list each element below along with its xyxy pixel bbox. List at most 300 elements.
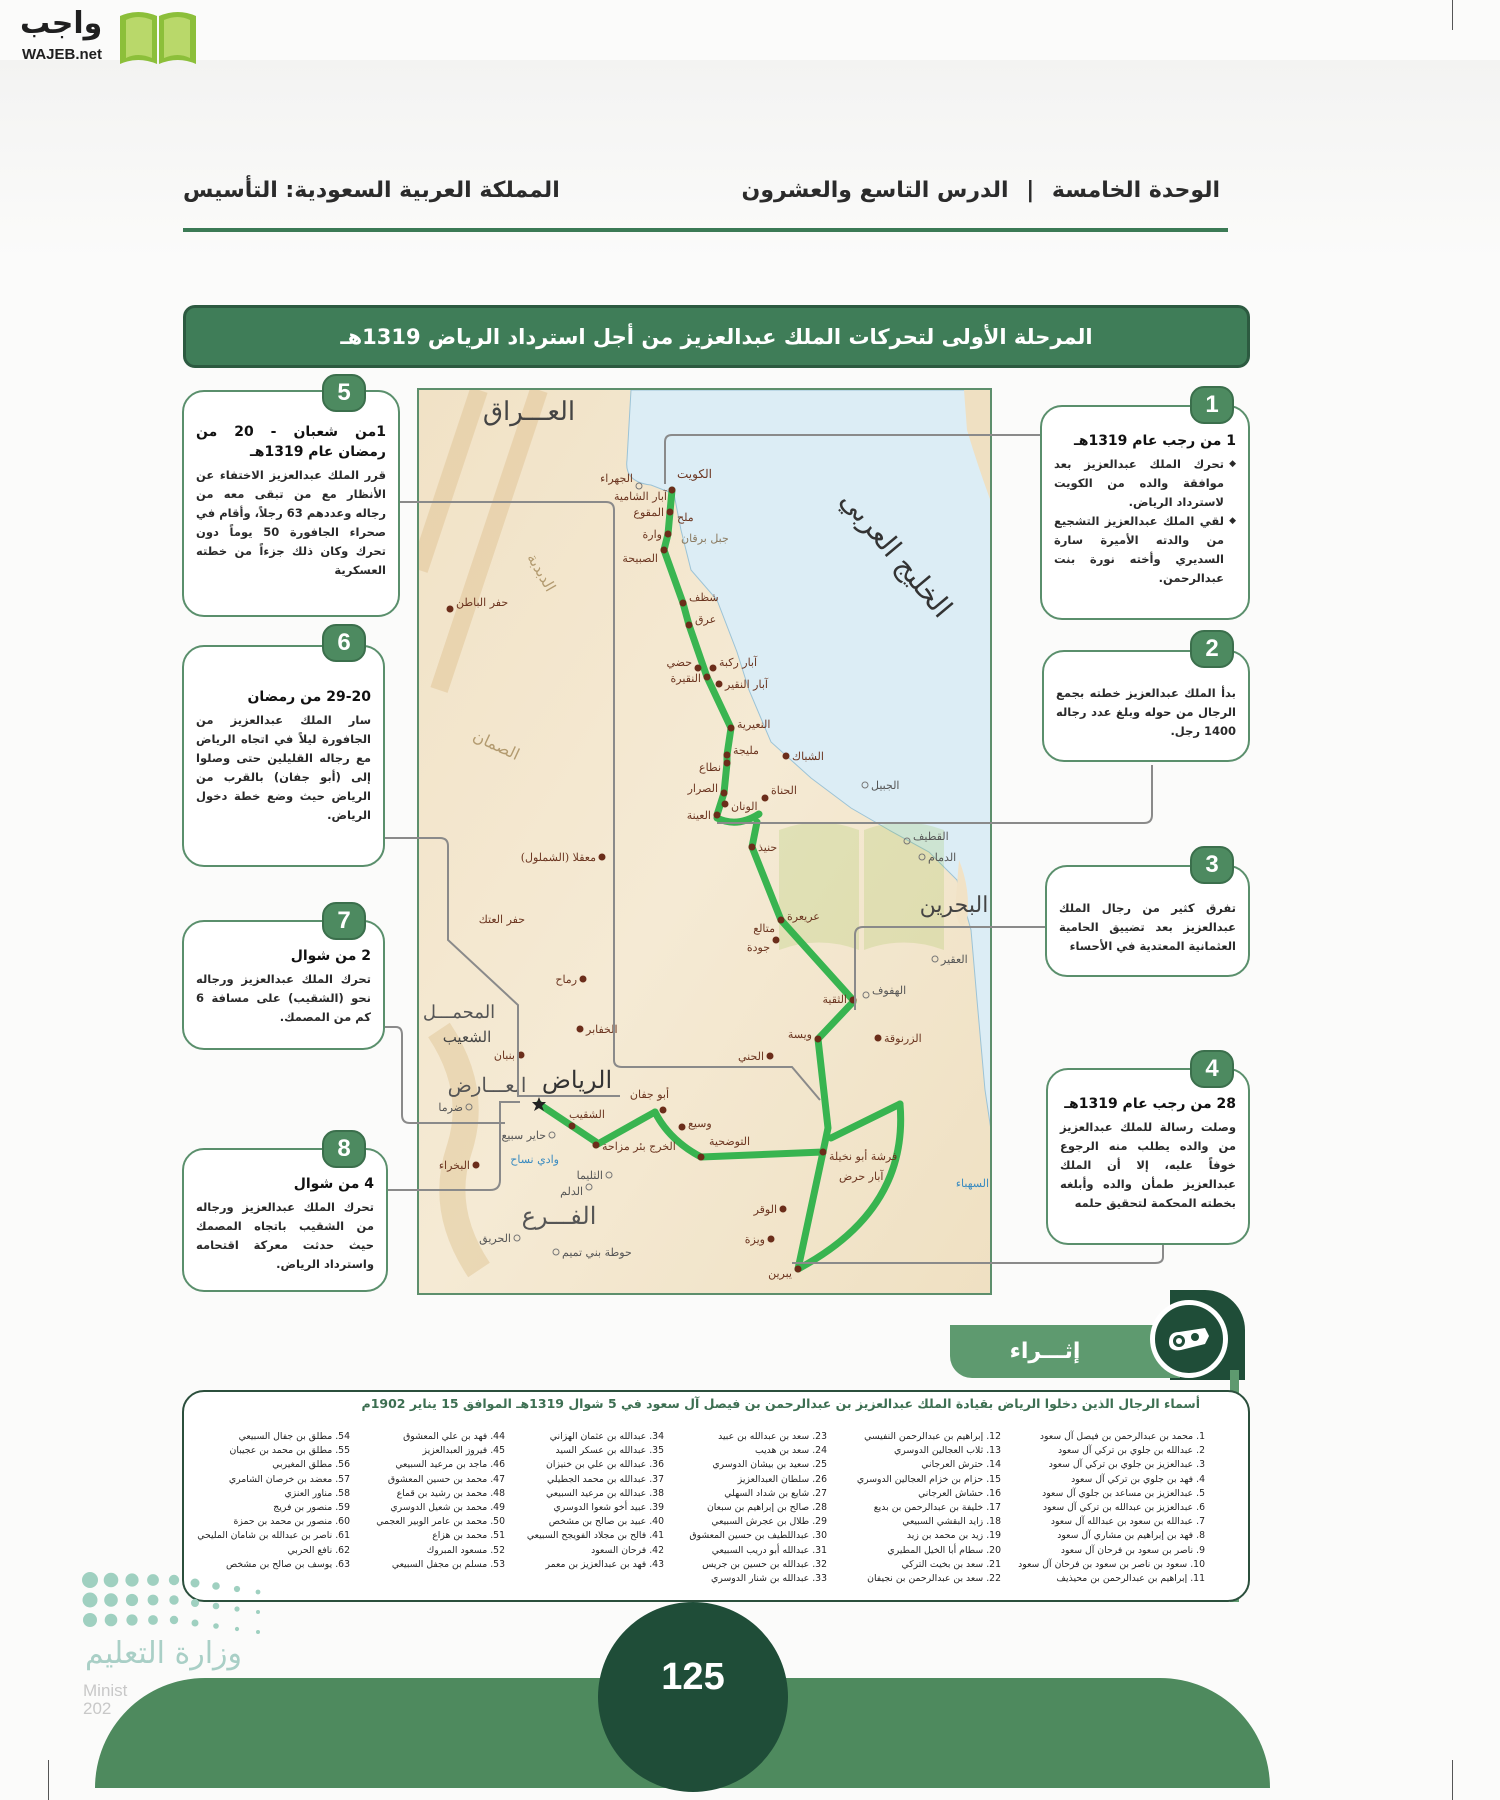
name-number: 33.: [812, 1573, 827, 1585]
place-label: النقيرة: [670, 672, 701, 685]
name-text: سطام أبا الخيل المطيري: [887, 1544, 984, 1556]
name-number: 44.: [490, 1431, 505, 1442]
name-item: [512, 1473, 664, 1487]
name-number: 38.: [649, 1487, 664, 1499]
place-dot: [569, 1123, 576, 1130]
map-place: [593, 1140, 676, 1153]
name-item: [672, 1544, 827, 1558]
place-label: حوطة بني تميم: [562, 1246, 632, 1259]
name-text: عبدالله بن حسين بن جريس: [702, 1558, 810, 1570]
name-item: [835, 1458, 1001, 1472]
event-box-5: [182, 390, 400, 617]
name-item: [672, 1515, 827, 1529]
name-text: منصور بن فريج: [273, 1502, 333, 1514]
name-text: محمد بن شعيل الدوسري: [390, 1502, 488, 1514]
place-dot: [716, 681, 723, 688]
name-item: [1012, 1558, 1205, 1572]
name-number: 52.: [490, 1544, 505, 1556]
name-text: مناور العنزي: [284, 1487, 333, 1499]
name-text: عبدالعزيز بن عبدالله بن تركي آل سعود: [1042, 1502, 1194, 1514]
name-text: طلال بن عجرش السبيعي: [711, 1516, 810, 1528]
name-text: ناصر بن عبدالله بن شامان المليحي: [197, 1530, 333, 1542]
name-item: [190, 1458, 350, 1472]
name-text: مطلق بن جفال السبيعي: [238, 1431, 333, 1442]
place-dot: [767, 1053, 774, 1060]
name-number: 63.: [335, 1558, 350, 1570]
name-text: عبدالله بن علي بن خنيزان: [546, 1459, 647, 1471]
place-dot: [679, 1124, 686, 1131]
name-number: 46.: [490, 1459, 505, 1471]
name-number: 34.: [649, 1431, 664, 1442]
place-label: عريعرة: [787, 910, 820, 923]
place-label: الثقية: [822, 993, 847, 1006]
name-item: [355, 1487, 505, 1501]
names-column: [512, 1430, 664, 1572]
name-text: إبراهيم بن عبدالرحمن بن محيذيف: [1056, 1573, 1188, 1585]
place-dot: [820, 1149, 827, 1156]
name-text: سعد بن عبدالله بن عبيد: [718, 1431, 810, 1442]
name-text: محمد بن عبدالرحمن بن فيصل آل سعود: [1039, 1431, 1194, 1442]
ministry-dot: [213, 1623, 219, 1629]
map-place: [839, 1170, 884, 1183]
ministry-dot: [126, 1594, 138, 1606]
name-number: 17.: [986, 1502, 1001, 1514]
name-item: [190, 1501, 350, 1515]
name-item: [512, 1558, 664, 1572]
name-number: 20.: [986, 1544, 1001, 1556]
map-place: [479, 913, 525, 926]
place-label: البخراء: [438, 1159, 470, 1172]
place-label: ملح: [677, 511, 694, 524]
place-label: يبرين: [768, 1267, 792, 1280]
place-label: حفر العتك: [478, 913, 525, 926]
name-number: 61.: [335, 1530, 350, 1542]
region-label: العـــارض: [447, 1073, 527, 1097]
place-label: مليجة: [733, 744, 759, 757]
name-item: [190, 1444, 350, 1458]
name-item: [355, 1501, 505, 1515]
event-box-4: [1046, 1068, 1250, 1245]
step-badge-8: 8: [322, 1130, 366, 1168]
region-label: الدبدبة: [523, 550, 560, 595]
name-item: [835, 1487, 1001, 1501]
event-box-8: [182, 1148, 388, 1292]
name-item: [1012, 1529, 1205, 1543]
place-label: ويزة: [744, 1233, 765, 1246]
event-text: سار الملك عبدالعزيز من الجافورة ليلاً في اتجاه الرياض مع رجاله القليلين حتى وصلوا إلى (أبو جفان) بالقرب من الرياض حيث وضع خطة دخول الرياض.: [196, 713, 371, 822]
name-number: 37.: [649, 1473, 664, 1485]
place-label: الكويت: [677, 467, 712, 481]
name-item: [672, 1572, 827, 1586]
place-label: حاير سبيع: [501, 1129, 546, 1142]
name-number: 24.: [812, 1445, 827, 1457]
name-number: 8.: [1196, 1530, 1205, 1542]
name-item: [1012, 1487, 1205, 1501]
ministry-dot: [170, 1616, 178, 1624]
place-dot: [722, 801, 729, 808]
name-text: فهد بن علي المعشوق: [403, 1431, 488, 1442]
name-text: محمد بن عامر الوبير العجمي: [376, 1516, 488, 1528]
subject-title: المملكة العربية السعودية: التأسيس: [183, 178, 560, 203]
wajeb-logo: [10, 4, 195, 70]
ministry-dot: [82, 1572, 98, 1588]
event-date: 1من شعبان - 20 من رمضان عام 1319هـ: [196, 424, 387, 460]
name-item: [1012, 1544, 1205, 1558]
name-number: 59.: [335, 1502, 350, 1514]
step-badge-6: 6: [322, 624, 366, 662]
ministry-dot: [147, 1574, 159, 1586]
name-text: فالح بن مجلاد الفويجح السبيعي: [526, 1530, 647, 1542]
place-label: الونان: [731, 800, 758, 813]
ministry-name: وزارة التعليم: [85, 1636, 243, 1671]
place-label: الشقيب: [569, 1108, 605, 1121]
place-label: شظف: [689, 591, 719, 604]
name-text: فهد بن جلوي بن تركي آل سعود: [1071, 1473, 1194, 1485]
ministry-dot: [83, 1613, 97, 1627]
names-title: أسماء الرجال الذين دخلوا الرياض بقيادة الملك عبدالعزيز بن عبدالرحمن بن فيصل آل سعود في 5 شوال 1319هـ الموافق 15 يناير 1902م: [361, 1396, 1200, 1411]
names-column: [835, 1430, 1001, 1586]
ministry-dot: [256, 1610, 260, 1614]
name-text: سعد بن بخيت التركي: [901, 1558, 984, 1570]
event-box-1: [1040, 405, 1250, 620]
ministry-dot: [169, 1595, 178, 1604]
place-label: الجبيل: [871, 779, 900, 792]
map-place: [553, 1246, 632, 1259]
crop-mark: [1452, 0, 1453, 30]
name-text: سعيد بن بيشان الدوسري: [712, 1459, 810, 1471]
place-dot: [669, 487, 676, 494]
place-label: الخفابر: [586, 1023, 618, 1036]
name-number: 54.: [335, 1431, 350, 1442]
region-label: الرياض: [541, 1066, 613, 1094]
name-number: 49.: [490, 1502, 505, 1514]
name-text: عبدالله بن شنار الدوسري: [711, 1573, 810, 1585]
enrichment-header: إثـــراء: [950, 1325, 1180, 1378]
map-place: [521, 851, 606, 864]
name-text: سعود بن ناصر بن سعود بن فرحان آل سعود: [1018, 1558, 1188, 1570]
name-item: [512, 1487, 664, 1501]
region-label: البحرين: [919, 893, 989, 918]
place-label: وسيع: [688, 1117, 712, 1130]
place-dot: [724, 752, 731, 759]
name-text: عبدالله بن مرعيد السبيعي: [546, 1487, 647, 1499]
ministry-dot: [148, 1615, 158, 1625]
name-number: 6.: [1196, 1502, 1205, 1514]
event-date: 4 من شوال: [293, 1176, 374, 1192]
place-label: عرق: [695, 613, 717, 626]
name-number: 55.: [335, 1445, 350, 1457]
place-dot: [850, 997, 857, 1004]
name-item: [355, 1430, 505, 1444]
step-badge-3: 3: [1190, 846, 1234, 884]
place-label: آبار النقير: [725, 678, 768, 691]
route-segment: [701, 1152, 823, 1157]
name-text: عبيد بن صالح بن مشخص: [548, 1516, 647, 1528]
ministry-year: 202: [83, 1699, 112, 1718]
place-dot: [665, 531, 672, 538]
region-label: الشعيب: [442, 1028, 492, 1046]
place-label: الشباك: [792, 750, 824, 763]
place-dot: [599, 854, 606, 861]
name-text: سعد بن هديب: [754, 1445, 810, 1457]
place-dot: [447, 606, 454, 613]
name-number: 22.: [986, 1573, 1001, 1585]
name-number: 31.: [812, 1544, 827, 1556]
map-place: [510, 1153, 559, 1166]
place-label: حفر الباطن: [456, 596, 509, 609]
logo-arabic: واجب: [20, 6, 103, 41]
place-label: الزرنوقة: [884, 1032, 922, 1045]
name-item: [1012, 1430, 1205, 1444]
name-text: عبدالله بن عسكر السيد: [555, 1445, 647, 1457]
name-text: عبدالله بن عثمان الهزاني: [549, 1431, 647, 1442]
name-item: [512, 1544, 664, 1558]
name-number: 29.: [812, 1516, 827, 1528]
name-item: [1012, 1515, 1205, 1529]
place-dot: [660, 1107, 667, 1114]
name-text: عبداللطيف بن حسين المعشوق: [689, 1530, 810, 1542]
name-text: محمد بن رشيد بن قماع: [396, 1487, 488, 1499]
name-item: [672, 1529, 827, 1543]
name-number: 58.: [335, 1487, 350, 1499]
place-label: ويسة: [787, 1028, 812, 1041]
place-label: الثليما: [576, 1169, 603, 1182]
unit-lesson-header: [742, 178, 1220, 203]
name-item: [355, 1529, 505, 1543]
name-text: فرحان السعود: [591, 1544, 647, 1556]
unit-label: الوحدة الخامسة: [1051, 178, 1220, 203]
region-label: الفـــرع: [521, 1202, 597, 1230]
name-number: 21.: [986, 1558, 1001, 1570]
name-number: 13.: [986, 1445, 1001, 1457]
place-label: فرشة أبو نخيلة: [829, 1150, 898, 1163]
ministry-latin: [83, 1682, 127, 1718]
place-label: الدمام: [928, 851, 957, 864]
name-text: إبراهيم بن عبدالرحمن النفيسي: [864, 1431, 984, 1442]
names-column: [672, 1430, 827, 1586]
ministry-dot: [104, 1573, 119, 1588]
place-label: أبو جفان: [629, 1088, 669, 1101]
name-item: [190, 1529, 350, 1543]
name-number: 40.: [649, 1516, 664, 1528]
name-item: [355, 1544, 505, 1558]
name-text: مسلم بن مجفل السبيعي: [391, 1558, 488, 1570]
place-dot: [815, 1036, 822, 1043]
name-item: [190, 1473, 350, 1487]
name-number: 51.: [490, 1530, 505, 1542]
name-text: زايد البقشي السبيعي: [902, 1516, 984, 1528]
name-item: [512, 1458, 664, 1472]
name-number: 18.: [986, 1516, 1001, 1528]
ministry-latin-text: Minist: [83, 1681, 128, 1700]
place-label: النعيرية: [737, 718, 771, 731]
name-number: 11.: [1190, 1573, 1205, 1585]
ministry-dot: [169, 1575, 179, 1585]
name-number: 39.: [649, 1502, 664, 1514]
ministry-dot: [105, 1614, 118, 1627]
ministry-dot: [192, 1620, 199, 1627]
name-item: [512, 1529, 664, 1543]
name-item: [1012, 1473, 1205, 1487]
name-item: [835, 1430, 1001, 1444]
place-label: التوضحية: [709, 1135, 751, 1148]
place-dot: [724, 760, 731, 767]
ministry-dot: [213, 1603, 220, 1610]
name-text: فيروز العبدالعزيز: [422, 1445, 488, 1457]
name-number: 60.: [335, 1516, 350, 1528]
name-item: [355, 1473, 505, 1487]
header-divider: [183, 228, 1228, 232]
name-number: 19.: [986, 1530, 1001, 1542]
map-place: [956, 1177, 989, 1190]
name-number: 62.: [335, 1544, 350, 1556]
names-column: [190, 1430, 350, 1572]
map-place: [677, 511, 694, 524]
place-label: الجهراء: [600, 472, 633, 485]
name-text: معضد بن خرصان الشامري: [228, 1473, 333, 1485]
event-text: وصلت رسالة للملك عبدالعزيز من والده يطلب منه الرجوع خوفاً عليه، إلا أن الملك عبدالعزيز طمأن والده وأبلغه بخطته المحكمة لتحقيق حلمه: [1060, 1120, 1236, 1210]
step-badge-1: 1: [1190, 386, 1234, 424]
place-dot: [667, 509, 674, 516]
place-label: القطيف: [913, 830, 949, 843]
header-separator: |: [1026, 178, 1035, 203]
name-text: عبيد أخو شعوا الدوسري: [553, 1502, 647, 1514]
name-item: [1012, 1458, 1205, 1472]
event-text: بدأ الملك عبدالعزيز خطته بجمع الرجال من حوله وبلغ عدد رجاله 1400 رجل.: [1056, 686, 1236, 738]
event-bullet: ◆ لقي الملك عبدالعزيز التشجيع من والدته الأميرة سارة السديري وأخته نورة بنت عبدالرحمن.: [1054, 512, 1236, 588]
name-item: [512, 1430, 664, 1444]
logo-latin: WAJEB.net: [22, 46, 103, 63]
map-place: [614, 490, 668, 503]
event-date: 2 من شوال: [290, 948, 371, 964]
place-label: بنبان: [493, 1049, 515, 1062]
place-label: نطاع: [699, 761, 721, 774]
name-number: 53.: [490, 1558, 505, 1570]
event-date: 1 من رجب عام 1319هـ: [1073, 433, 1236, 449]
name-text: ثلاب العجالين الدوسري: [893, 1445, 984, 1457]
name-text: صالح بن إبراهيم بن سبعان: [706, 1502, 810, 1514]
place-dot: [661, 547, 668, 554]
ministry-dot: [212, 1582, 220, 1590]
place-dot: [695, 665, 702, 672]
name-text: مطلق بن محمد بن عجيبان: [229, 1445, 333, 1457]
step-badge-4: 4: [1190, 1050, 1234, 1088]
ministry-dot: [148, 1595, 159, 1606]
name-item: [835, 1473, 1001, 1487]
event-date: 28 من رجب عام 1319هـ: [1064, 1096, 1236, 1112]
name-text: محمد بن هزاع: [432, 1530, 488, 1542]
place-label: الحريق: [479, 1232, 511, 1245]
place-dot: [778, 917, 785, 924]
name-number: 4.: [1196, 1473, 1205, 1485]
place-dot: [518, 1052, 525, 1059]
step-badge-5: 5: [322, 374, 366, 412]
ministry-dot: [191, 1599, 199, 1607]
name-item: [835, 1572, 1001, 1586]
place-label: رماح: [555, 973, 577, 986]
names-column: [355, 1430, 505, 1572]
name-item: [512, 1501, 664, 1515]
name-number: 50.: [490, 1516, 505, 1528]
place-label: حنيذ: [758, 841, 778, 854]
name-text: سعد بن عبدالرحمن بن نجيفان: [867, 1573, 984, 1585]
name-number: 42.: [649, 1544, 664, 1556]
name-text: نافع الحربي: [287, 1544, 333, 1556]
region-label: العـــراق: [482, 397, 576, 427]
crop-mark: [48, 1760, 49, 1800]
name-text: عبدالله بن محمد الجطيلي: [547, 1473, 647, 1485]
name-number: 9.: [1196, 1544, 1205, 1556]
place-dot: [698, 1154, 705, 1161]
place-dot: [714, 812, 721, 819]
name-text: شايع بن شداد السهلي: [724, 1487, 810, 1499]
name-number: 26.: [812, 1473, 827, 1485]
name-number: 23.: [812, 1431, 827, 1442]
name-item: [190, 1430, 350, 1444]
place-dot: [680, 600, 687, 607]
place-label: جودة: [746, 941, 770, 954]
event-box-6: [182, 645, 385, 867]
place-label: الهفوف: [872, 984, 907, 997]
scroll-icon: [1150, 1300, 1228, 1378]
name-item: [672, 1473, 827, 1487]
name-number: 56.: [335, 1459, 350, 1471]
place-label: آبار الشامية: [614, 490, 667, 503]
event-text: تفرق كثير من رجال الملك عبدالعزيز بعد تضييق الحامية العثمانية المعتدية في الأحساء: [1059, 901, 1236, 953]
place-label: وادي نساح: [510, 1153, 559, 1166]
place-dot: [728, 725, 735, 732]
name-text: عبدالعزيز بن مساعد بن جلوي آل سعود: [1042, 1487, 1194, 1499]
name-number: 15.: [986, 1473, 1001, 1485]
name-number: 57.: [335, 1473, 350, 1485]
ministry-dot: [125, 1573, 138, 1586]
map-place: [753, 922, 775, 935]
place-dot: [704, 674, 711, 681]
name-text: حزام بن خزام العجالين الدوسري: [856, 1473, 984, 1485]
name-item: [672, 1558, 827, 1572]
place-dot: [749, 844, 756, 851]
name-number: 27.: [812, 1487, 827, 1499]
names-column: [1012, 1430, 1205, 1586]
name-item: [1012, 1572, 1205, 1586]
place-dot: [593, 1142, 600, 1149]
name-item: [355, 1458, 505, 1472]
place-label: متالع: [753, 922, 775, 935]
place-label: السهباء: [955, 1177, 989, 1190]
name-text: ماجد بن مرعيد السبيعي: [395, 1459, 488, 1471]
name-number: 16.: [986, 1487, 1001, 1499]
name-text: مطلق المغيربي: [272, 1459, 333, 1471]
place-label: وارة: [642, 528, 662, 541]
place-dot: [773, 937, 780, 944]
place-label: آبار حرض: [839, 1170, 884, 1183]
map-canvas: [419, 390, 992, 1295]
place-label: العقير: [941, 953, 968, 966]
place-label: الدلم: [560, 1185, 583, 1198]
map-place: [820, 1149, 898, 1164]
name-number: 5.: [1196, 1487, 1205, 1499]
map-place: [681, 532, 729, 545]
name-number: 41.: [649, 1530, 664, 1542]
name-item: [512, 1444, 664, 1458]
place-dot: [721, 790, 728, 797]
name-number: 7.: [1196, 1516, 1205, 1528]
name-text: منصور بن محمد بن حمزة: [233, 1516, 333, 1528]
ministry-dot: [126, 1614, 137, 1625]
name-item: [672, 1444, 827, 1458]
name-text: فهد بن عبدالعزيز بن معمر: [545, 1558, 647, 1570]
name-item: [672, 1430, 827, 1444]
